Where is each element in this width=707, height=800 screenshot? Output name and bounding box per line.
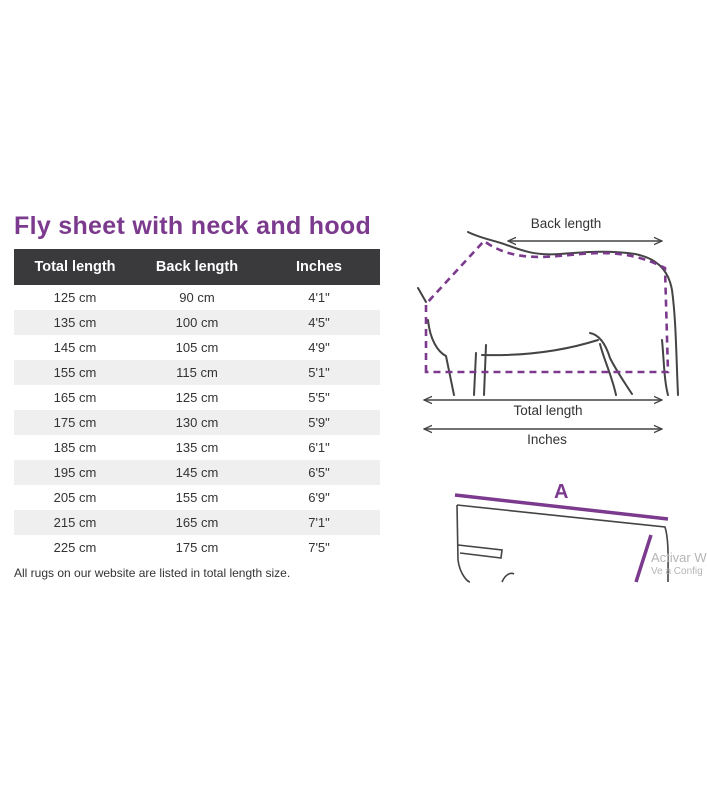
table-header-row: [14, 249, 380, 285]
cell-inches: 4'1": [308, 290, 330, 305]
cell-back-length: 125 cm: [175, 390, 219, 405]
cell-back-length: 135 cm: [175, 440, 219, 455]
back-length-label: Back length: [530, 216, 602, 231]
cell-back-length: 175 cm: [175, 540, 219, 555]
cell-back-length: 100 cm: [136, 310, 258, 335]
cell-inches: 5'9": [258, 410, 380, 435]
cell-inches: 7'5": [308, 540, 330, 555]
rug-label-a: A: [554, 481, 569, 503]
footnote: All rugs on our website are listed in total length size.: [14, 566, 291, 580]
cell-inches: 4'9": [308, 340, 330, 355]
watermark-line2: Ve a Config: [651, 565, 703, 577]
cell-back-length: 130 cm: [136, 410, 258, 435]
rug-side-line: [636, 535, 651, 582]
cell-total-length: 185 cm: [53, 440, 97, 455]
header-inches: Inches: [258, 249, 380, 285]
cell-inches: 6'9": [308, 490, 330, 505]
table-row: [14, 310, 380, 335]
cell-inches: 4'5": [258, 310, 380, 335]
cell-inches: 5'5": [308, 390, 330, 405]
table-row: [14, 335, 380, 360]
cell-inches: 7'1": [258, 510, 380, 535]
inches-label: Inches: [527, 432, 567, 447]
cell-back-length: 155 cm: [175, 490, 219, 505]
cell-inches: 6'5": [258, 460, 380, 485]
table-row: [14, 360, 380, 385]
activation-watermark: [651, 550, 707, 578]
cell-inches: 5'1": [258, 360, 380, 385]
cell-back-length: 115 cm: [136, 360, 258, 385]
rug-strap: [458, 545, 502, 558]
header-back-length: Back length: [136, 249, 258, 285]
cell-total-length: 135 cm: [14, 310, 136, 335]
cell-back-length: 90 cm: [179, 290, 215, 305]
rug-leg-strap: [502, 573, 514, 582]
cell-total-length: 175 cm: [14, 410, 136, 435]
cell-total-length: 125 cm: [53, 290, 97, 305]
cell-total-length: 205 cm: [53, 490, 97, 505]
watermark-line1: Activar W: [651, 550, 707, 565]
table-row: [14, 485, 380, 510]
table-row: [14, 510, 380, 535]
page-title: Fly sheet with neck and hood: [14, 212, 372, 240]
table-row: [14, 535, 380, 560]
cell-total-length: 165 cm: [53, 390, 97, 405]
table-row: [14, 410, 380, 435]
cell-back-length: 105 cm: [175, 340, 219, 355]
table-row: [14, 435, 380, 460]
total-length-label: Total length: [513, 403, 583, 418]
cell-total-length: 225 cm: [53, 540, 97, 555]
cell-total-length: 155 cm: [14, 360, 136, 385]
table-row: [14, 460, 380, 485]
cell-total-length: 195 cm: [14, 460, 136, 485]
cell-back-length: 165 cm: [136, 510, 258, 535]
cell-total-length: 145 cm: [53, 340, 97, 355]
header-total-length: Total length: [14, 249, 136, 285]
table-row: [14, 385, 380, 410]
cell-back-length: 145 cm: [136, 460, 258, 485]
table-row: [14, 285, 380, 310]
cell-inches: 6'1": [308, 440, 330, 455]
size-table: [14, 249, 380, 560]
cell-total-length: 215 cm: [14, 510, 136, 535]
